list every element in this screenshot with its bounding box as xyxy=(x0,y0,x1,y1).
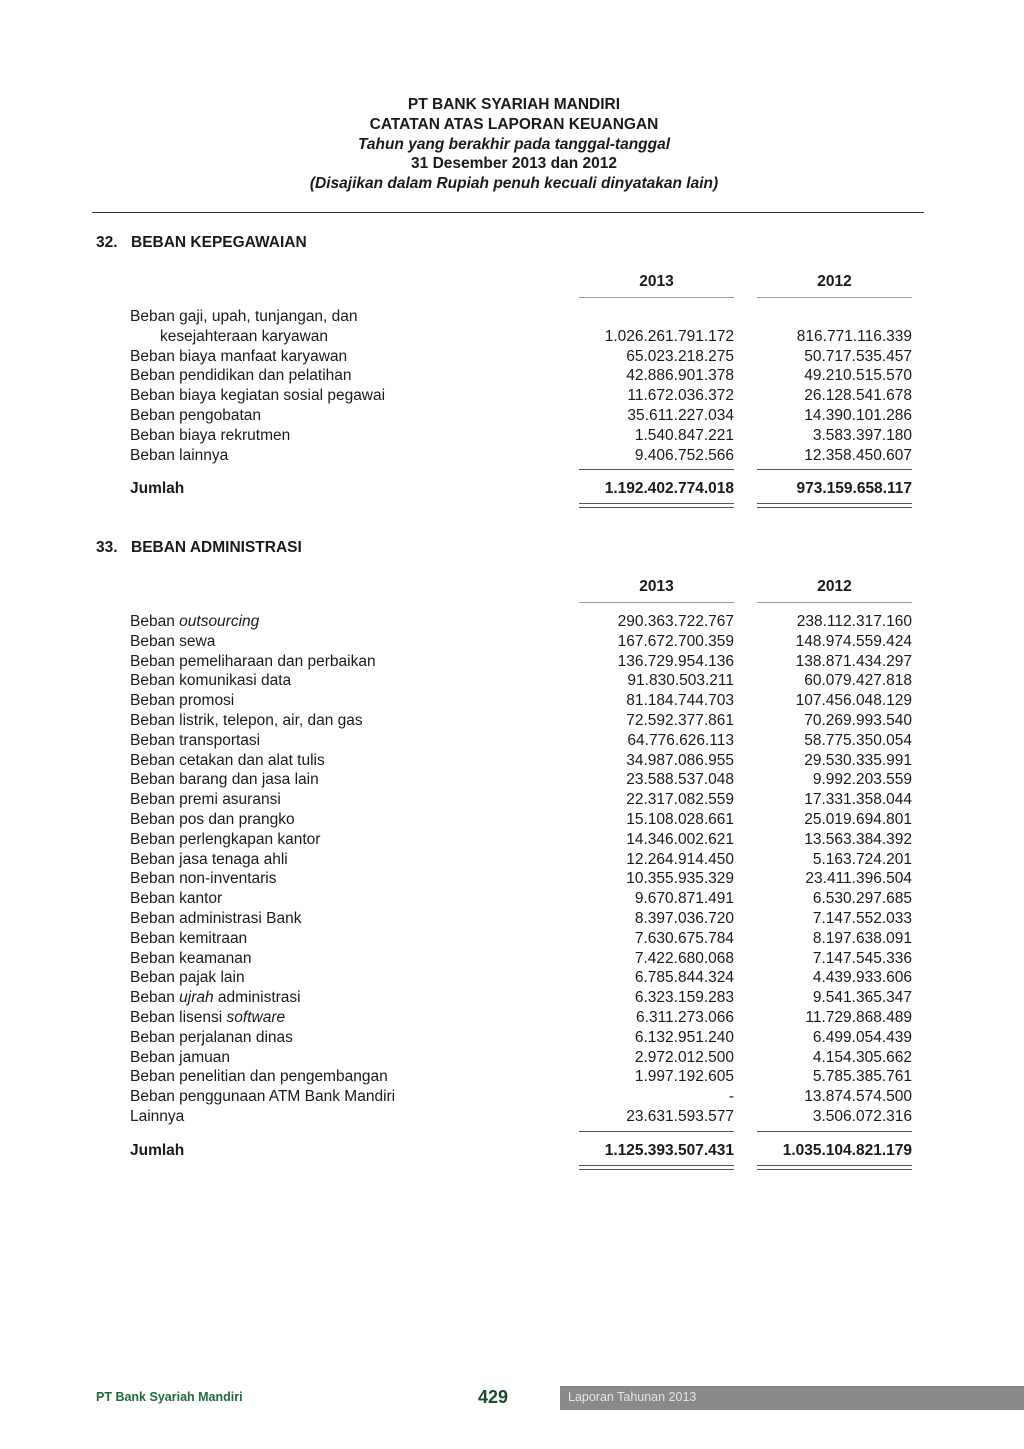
footer-report-name: Laporan Tahunan 2013 xyxy=(568,1390,697,1404)
value-2013: 136.729.954.136 xyxy=(617,652,734,670)
table-row xyxy=(130,770,912,790)
table-row xyxy=(130,327,912,347)
value-2012: 4.439.933.606 xyxy=(812,969,912,987)
double-underline xyxy=(757,503,912,508)
subtotal-line xyxy=(757,469,912,470)
table-row xyxy=(130,347,912,367)
total-label: Jumlah xyxy=(130,480,185,498)
period-line-1: Tahun yang berakhir pada tanggal-tanggal xyxy=(357,135,671,153)
row-label: Beban biaya manfaat karyawan xyxy=(130,347,348,365)
row-label: Beban barang dan jasa lain xyxy=(130,771,319,789)
section-33-title xyxy=(96,539,302,557)
table-row xyxy=(130,426,912,446)
year-header-row xyxy=(130,578,912,600)
value-2012: 9.541.365.347 xyxy=(812,989,912,1007)
company-name: PT BANK SYARIAH MANDIRI xyxy=(407,96,621,113)
row-label: Beban pemeliharaan dan perbaikan xyxy=(130,652,376,670)
table-row xyxy=(130,830,912,850)
row-label: Beban cetakan dan alat tulis xyxy=(130,751,325,769)
section-heading: BEBAN ADMINISTRASI xyxy=(131,539,302,556)
row-label: Beban komunikasi data xyxy=(130,672,292,690)
row-label: Beban pendidikan dan pelatihan xyxy=(130,367,352,385)
value-2012: 11.729.868.489 xyxy=(805,1008,912,1026)
value-2012: 13.874.574.500 xyxy=(804,1088,912,1106)
double-underline xyxy=(579,503,734,508)
table-row xyxy=(130,810,912,830)
row-label: Beban outsourcing xyxy=(130,613,260,630)
period-line-2: 31 Desember 2013 dan 2012 xyxy=(411,155,617,173)
document-header xyxy=(0,95,1024,194)
table-row xyxy=(130,652,912,672)
value-2013: 35.611.227.034 xyxy=(627,406,734,424)
total-2012: 1.035.104.821.179 xyxy=(782,1141,912,1159)
value-2012: 26.128.541.678 xyxy=(804,387,912,405)
value-2012: 5.785.385.761 xyxy=(812,1068,912,1086)
value-2012: 12.358.450.607 xyxy=(804,446,912,464)
table-row xyxy=(130,929,912,949)
value-2013: 7.630.675.784 xyxy=(634,929,734,947)
subtotal-line xyxy=(579,1131,734,1132)
table-row xyxy=(130,406,912,426)
currency-note: (Disajikan dalam Rupiah penuh kecuali dinyatakan lain) xyxy=(309,175,719,193)
footer-bar xyxy=(560,1386,1024,1410)
value-2013: 8.397.036.720 xyxy=(634,909,734,927)
value-2012: 9.992.203.559 xyxy=(812,771,912,789)
value-2012: 7.147.552.033 xyxy=(812,909,912,927)
row-label: Beban lisensi software xyxy=(130,1008,286,1026)
row-label: Beban kantor xyxy=(130,890,223,908)
value-2012: 148.974.559.424 xyxy=(795,632,912,650)
row-label: Beban perjalanan dinas xyxy=(130,1028,293,1046)
value-2013: 1.026.261.791.172 xyxy=(604,327,734,345)
table-row xyxy=(130,1028,912,1048)
value-2013: 34.987.086.955 xyxy=(626,751,734,769)
total-row xyxy=(130,479,912,499)
double-underline xyxy=(757,1165,912,1170)
table-row xyxy=(130,790,912,810)
value-2012: 14.390.101.286 xyxy=(804,406,912,424)
header-divider xyxy=(92,212,924,213)
document-title: CATATAN ATAS LAPORAN KEUANGAN xyxy=(369,115,659,133)
value-2013: 23.631.593.577 xyxy=(626,1107,734,1125)
total-row xyxy=(130,1141,912,1161)
row-label: Beban perlengkapan kantor xyxy=(130,830,321,848)
value-2012: 238.112.317.160 xyxy=(796,613,912,630)
section-number: 32. xyxy=(96,234,118,251)
row-label: Beban biaya rekrutmen xyxy=(130,426,291,444)
value-2012: 7.147.545.336 xyxy=(812,949,912,967)
table-row xyxy=(130,850,912,870)
table-row xyxy=(130,751,912,771)
subtotal-line xyxy=(579,469,734,470)
row-label: Beban sewa xyxy=(130,632,216,650)
value-2012: 107.456.048.129 xyxy=(795,692,912,710)
value-2013: 167.672.700.359 xyxy=(617,632,734,650)
value-2013: 15.108.028.661 xyxy=(626,810,734,828)
table-row xyxy=(130,949,912,969)
value-2012: 6.499.054.439 xyxy=(812,1028,912,1046)
table-row xyxy=(130,889,912,909)
row-label: Beban listrik, telepon, air, dan gas xyxy=(130,711,363,729)
table-row xyxy=(130,869,912,889)
row-label: Beban pos dan prangko xyxy=(130,810,295,828)
value-2012: 6.530.297.685 xyxy=(812,890,912,908)
subtotal-line xyxy=(757,1131,912,1132)
value-2013: 290.363.722.767 xyxy=(617,613,734,630)
year-underline xyxy=(757,602,912,603)
row-label: kesejahteraan karyawan xyxy=(160,327,329,345)
row-label: Beban biaya kegiatan sosial pegawai xyxy=(130,387,386,405)
total-2012: 973.159.658.117 xyxy=(796,480,912,498)
value-2013: 1.540.847.221 xyxy=(634,426,734,444)
value-2012: 5.163.724.201 xyxy=(812,850,912,868)
year-header-row xyxy=(130,273,912,295)
section-heading: BEBAN KEPEGAWAIAN xyxy=(131,234,307,251)
section-32-table xyxy=(130,273,912,507)
section-number: 33. xyxy=(96,539,118,556)
table-row xyxy=(130,386,912,406)
section-33-table xyxy=(130,578,912,1169)
row-label: Beban keamanan xyxy=(130,949,252,967)
year-underline xyxy=(579,297,734,298)
value-2012: 50.717.535.457 xyxy=(804,347,912,365)
table-row xyxy=(130,731,912,751)
value-2012: 138.871.434.297 xyxy=(795,652,912,670)
value-2012: 49.210.515.570 xyxy=(804,367,912,385)
value-2013: 9.670.871.491 xyxy=(634,890,734,908)
row-label: Beban kemitraan xyxy=(130,929,248,947)
value-2013: 22.317.082.559 xyxy=(626,791,734,809)
value-2012: 58.775.350.054 xyxy=(804,731,912,749)
value-2013: 7.422.680.068 xyxy=(634,949,734,967)
row-label: Beban promosi xyxy=(130,692,235,710)
table-row xyxy=(130,1067,912,1087)
value-2013: - xyxy=(728,1088,734,1106)
value-2013: 91.830.503.211 xyxy=(627,672,734,690)
row-label: Beban transportasi xyxy=(130,731,261,749)
value-2013: 9.406.752.566 xyxy=(634,446,734,464)
value-2012: 60.079.427.818 xyxy=(804,672,912,690)
value-2012: 29.530.335.991 xyxy=(804,751,912,769)
value-2012: 13.563.384.392 xyxy=(804,830,912,848)
value-2013: 42.886.901.378 xyxy=(626,367,734,385)
year-underline xyxy=(579,602,734,603)
value-2012: 23.411.396.504 xyxy=(805,870,912,888)
value-2013: 1.997.192.605 xyxy=(634,1068,734,1086)
table-row xyxy=(130,307,912,327)
value-2012: 25.019.694.801 xyxy=(804,810,912,828)
table-row xyxy=(130,711,912,731)
value-2013: 64.776.626.113 xyxy=(627,731,734,749)
value-2012: 4.154.305.662 xyxy=(812,1048,912,1066)
row-label: Beban premi asuransi xyxy=(130,791,281,809)
value-2012: 8.197.638.091 xyxy=(812,929,912,947)
table-row xyxy=(130,671,912,691)
value-2013: 6.323.159.283 xyxy=(634,989,734,1007)
table-row xyxy=(130,691,912,711)
value-2013: 6.132.951.240 xyxy=(634,1028,734,1046)
table-row xyxy=(130,1048,912,1068)
table-row xyxy=(130,988,912,1008)
year-2012-header: 2012 xyxy=(817,578,852,595)
row-label: Beban jamuan xyxy=(130,1048,230,1066)
footer-company: PT Bank Syariah Mandiri xyxy=(96,1390,243,1404)
row-label: Beban jasa tenaga ahli xyxy=(130,850,288,868)
value-2013: 12.264.914.450 xyxy=(626,850,734,868)
table-row xyxy=(130,1008,912,1028)
table-row xyxy=(130,1087,912,1107)
row-label: Beban penggunaan ATM Bank Mandiri xyxy=(130,1088,396,1106)
value-2013: 72.592.377.861 xyxy=(626,711,734,729)
value-2012: 17.331.358.044 xyxy=(804,791,912,809)
year-2012-header: 2012 xyxy=(817,273,852,290)
row-label: Beban pajak lain xyxy=(130,969,245,987)
value-2012: 816.771.116.339 xyxy=(796,327,912,345)
value-2013: 2.972.012.500 xyxy=(634,1048,734,1066)
value-2013: 10.355.935.329 xyxy=(626,870,734,888)
value-2012: 3.506.072.316 xyxy=(812,1107,912,1125)
row-label: Beban lainnya xyxy=(130,446,229,464)
row-label: Beban penelitian dan pengembangan xyxy=(130,1068,388,1086)
row-label: Beban ujrah administrasi xyxy=(130,989,301,1007)
value-2013: 6.785.844.324 xyxy=(634,969,734,987)
year-underline xyxy=(757,297,912,298)
table-row xyxy=(130,446,912,466)
table-row xyxy=(130,612,912,632)
value-2013: 6.311.273.066 xyxy=(636,1008,734,1026)
row-label: Beban administrasi Bank xyxy=(130,909,302,927)
total-2013: 1.125.393.507.431 xyxy=(604,1141,734,1159)
page-number: 429 xyxy=(478,1387,509,1407)
table-row xyxy=(130,968,912,988)
row-label: Beban gaji, upah, tunjangan, dan xyxy=(130,308,358,325)
value-2013: 65.023.218.275 xyxy=(626,347,734,365)
value-2013: 81.184.744.703 xyxy=(626,692,734,710)
value-2012: 3.583.397.180 xyxy=(812,426,912,444)
value-2012: 70.269.993.540 xyxy=(804,711,912,729)
table-row xyxy=(130,632,912,652)
double-underline xyxy=(579,1165,734,1170)
year-2013-header: 2013 xyxy=(639,273,674,290)
value-2013: 11.672.036.372 xyxy=(627,387,734,405)
value-2013: 23.588.537.048 xyxy=(626,771,734,789)
total-label: Jumlah xyxy=(130,1141,185,1159)
table-row xyxy=(130,366,912,386)
row-label: Beban pengobatan xyxy=(130,406,262,424)
table-row xyxy=(130,909,912,929)
total-2013: 1.192.402.774.018 xyxy=(604,480,734,498)
value-2013: 14.346.002.621 xyxy=(626,830,734,848)
table-row xyxy=(130,1107,912,1127)
section-32-title xyxy=(96,234,307,252)
year-2013-header: 2013 xyxy=(639,578,674,595)
row-label: Beban non-inventaris xyxy=(130,870,277,888)
row-label: Lainnya xyxy=(130,1107,185,1125)
